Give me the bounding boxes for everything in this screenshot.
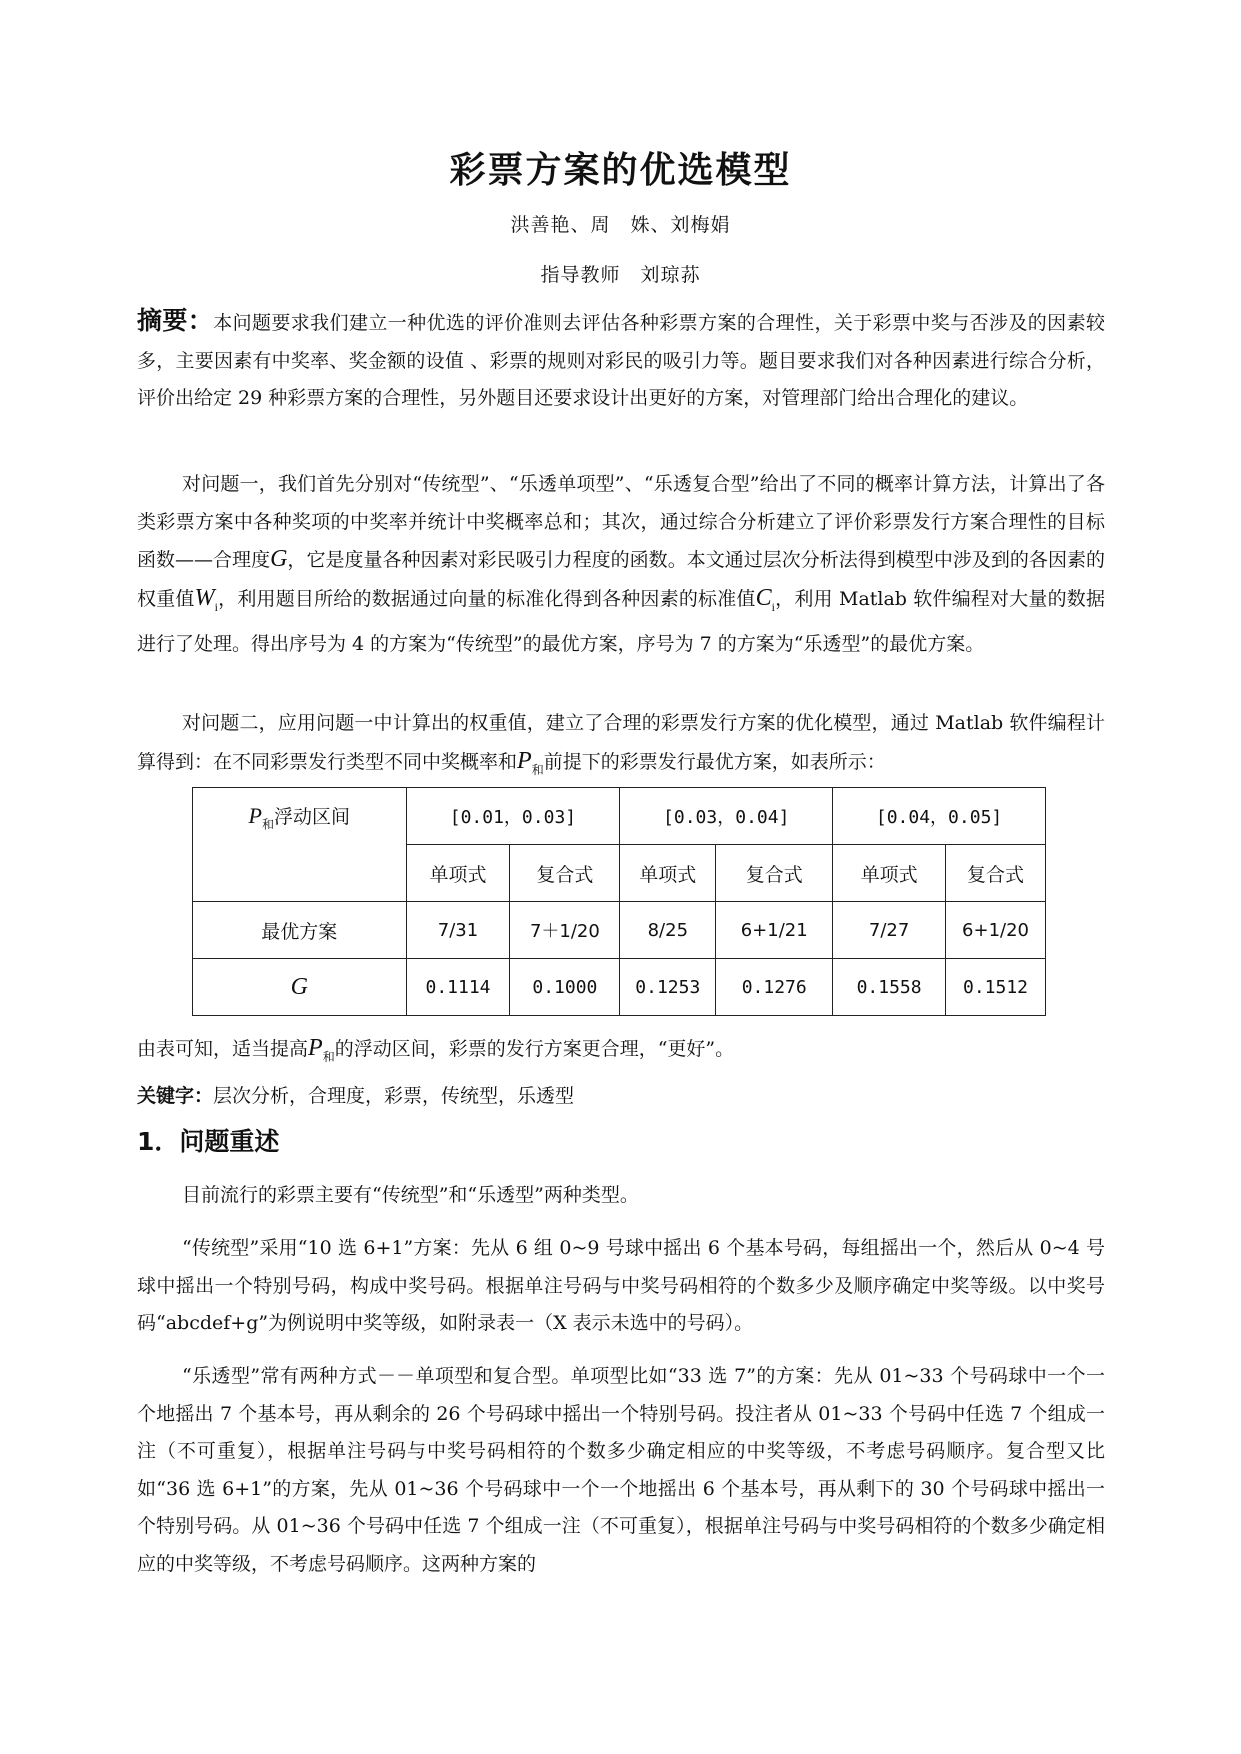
table-row-label-best: 最优方案: [193, 902, 407, 959]
abstract-text-2d: ，利用 Matlab 软件编程对大量的数据进行了处理。得出序号为 4 的方案为“传统型”的最优方案，序号为 7 的方案为“乐透型”的最优方案。: [137, 587, 1105, 655]
table-row-label-G: G: [193, 959, 407, 1016]
math-P: $P_和$: [308, 1035, 335, 1064]
table-subtype: 复合式: [946, 845, 1046, 902]
table-cell-best: 6+1/21: [716, 902, 833, 959]
table-cell-G: 0.1114: [406, 959, 510, 1016]
keywords-paragraph: [137, 1078, 1105, 1116]
abstract-paragraph-3: [137, 705, 1105, 789]
table-cell-best: 7/27: [833, 902, 946, 959]
section-1-paragraph-1: 目前流行的彩票主要有“传统型”和“乐透型”两种类型。: [182, 1184, 639, 1206]
table-cell-G: 0.1512: [946, 959, 1046, 1016]
table-cell-G: 0.1253: [620, 959, 716, 1016]
abstract-text-2c: ，利用题目所给的数据通过向量的标准化得到各种因素的标准值: [217, 587, 756, 610]
table-cell-best: 7/31: [406, 902, 510, 959]
table-header-interval: $P_和$浮动区间: [193, 788, 407, 902]
table-subtype: 单项式: [833, 845, 946, 902]
math-C: $C_i$: [755, 584, 775, 614]
math-G: G: [270, 546, 288, 572]
table-subtype: 单项式: [406, 845, 510, 902]
results-table: [192, 787, 1046, 1016]
table-subtype: 复合式: [510, 845, 620, 902]
abstract-paragraph-1: [137, 302, 1105, 418]
table-interval-1: [0.01，0.03]: [406, 788, 620, 845]
abstract-text-2b: ，它是度量各种因素对彩民吸引力程度的函数。本文通过层次分析法得到模型中涉及到的各因素的权重值: [137, 549, 1105, 610]
table-interval-3: [0.04，0.05]: [833, 788, 1046, 845]
keywords-text: 层次分析，合理度，彩票，传统型，乐透型: [213, 1085, 575, 1107]
abstract-text-2a: 对问题一，我们首先分别对“传统型”、“乐透单项型”、“乐透复合型”给出了不同的概率计算方法，计算出了各类彩票方案中各种奖项的中奖率并统计中奖概率总和；其次，通过综合分析建立了评价彩票发行方案合理性的目标函数——合理度: [137, 473, 1105, 571]
section-1-paragraph-2: “传统型”采用“10 选 6+1”方案：先从 6 组 0~9 号球中摇出 6 个基本号码，每组摇出一个，然后从 0~4 号球中摇出一个特别号码，构成中奖号码。根据单注号码与中奖号码相符的个数多少及顺序确定中奖等级。以中奖号码“abcdef+g”为例说明中奖等级，如附录表一（X 表示未选中的号码）。: [137, 1237, 1105, 1334]
abstract-label: 摘要：: [137, 306, 214, 335]
table-subtype: 复合式: [716, 845, 833, 902]
section-1-heading: 1．问题重述: [137, 1127, 280, 1156]
after-table-paragraph: 由表可知，适当提高$P_和$的浮动区间，彩票的发行方案更合理，“更好”。: [137, 1035, 735, 1064]
table-cell-best: 7＋1/20: [510, 902, 620, 959]
advisor-line: 指导教师 刘琼荪: [540, 264, 701, 286]
math-W: $W_i$: [194, 584, 218, 614]
table-cell-G: 0.1276: [716, 959, 833, 1016]
math-P: $P_和$: [517, 747, 544, 777]
table-cell-G: 0.1558: [833, 959, 946, 1016]
section-1-paragraph-3: “乐透型”常有两种方式－－单项型和复合型。单项型比如“33 选 7”的方案：先从 01~33 个号码球中一个一个地摇出 7 个基本号，再从剩余的 26 个号码球中摇出一个特别号码。投注者从 01~33 个号码中任选 7 个组成一注（不可重复），根据单注号码与中奖号码相符的个数多少确定相应的中奖等级，不考虑号码顺序。复合型又比如“36 选 6+1”的方案，先从 01~36 个号码球中一个一个地摇出 6 个基本号，再从剩下的 30 个号码球中摇出一个特别号码。从 01~36 个号码中任选 7 个组成一注（不可重复），根据单注号码与中奖号码相符的个数多少确定相应的中奖等级，不考虑号码顺序。这两种方案的: [137, 1365, 1105, 1575]
table-cell-best: 8/25: [620, 902, 716, 959]
keywords-label: 关键字：: [137, 1085, 214, 1107]
paper-title: 彩票方案的优选模型: [449, 149, 792, 191]
abstract-text-3b: 前提下的彩票发行最优方案，如表所示：: [543, 750, 886, 773]
table-interval-2: [0.03，0.04]: [620, 788, 833, 845]
abstract-paragraph-2: [137, 466, 1105, 663]
abstract-text-1: 本问题要求我们建立一种优选的评价准则去评估各种彩票方案的合理性，关于彩票中奖与否涉及的因素较多，主要因素有中奖率、奖金额的设值 、彩票的规则对彩民的吸引力等。题目要求我们对各种因素进行综合分析，评价出给定 29 种彩票方案的合理性，另外题目还要求设计出更好的方案，对管理部门给出合理化的建议。: [137, 312, 1105, 409]
table-cell-G: 0.1000: [510, 959, 620, 1016]
table-subtype: 单项式: [620, 845, 716, 902]
abstract-text-3a: 对问题二，应用问题一中计算出的权重值，建立了合理的彩票发行方案的优化模型，通过 Matlab 软件编程计算得到：在不同彩票发行类型不同中奖概率和: [137, 712, 1105, 773]
table-cell-best: 6+1/20: [946, 902, 1046, 959]
authors-line: 洪善艳、周 姝、刘梅娟: [510, 214, 731, 236]
